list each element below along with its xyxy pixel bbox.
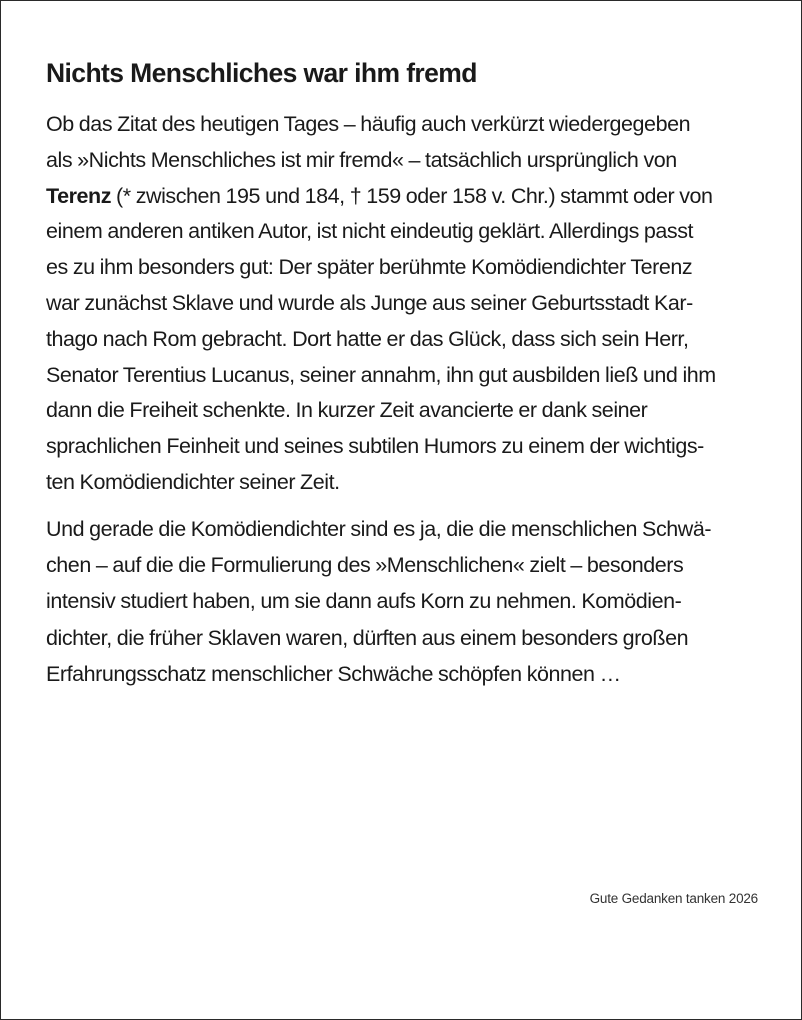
paragraph-1-line: als »Nichts Menschliches ist mir fremd« – tatsächlich ursprünglich von	[46, 147, 677, 172]
paragraph-1-line: sprachlichen Feinheit und seines subtilen Humors zu einem der wichtigs-	[46, 434, 704, 459]
footer-credit: Gute Gedanken tanken 2026	[589, 891, 758, 906]
paragraph-1-line: einem anderen antiken Autor, ist nicht eindeutig geklärt. Allerdings passt	[46, 219, 694, 244]
paragraph-2-line: dichter, die früher Sklaven waren, dürften aus einem besonders großen	[46, 625, 689, 650]
paragraph-1-line: war zunächst Sklave und wurde als Junge aus seiner Geburtsstadt Kar-	[46, 290, 693, 315]
page-title: Nichts Menschliches war ihm fremd	[46, 58, 477, 88]
paragraph-1	[46, 107, 716, 501]
paragraph-1-line	[46, 179, 716, 215]
paragraph-1-line: Ob das Zitat des heutigen Tages – häufig auch verkürzt wiedergegeben	[46, 112, 691, 136]
paragraph-2-line: chen – auf die die Formulierung des »Menschlichen« zielt – besonders	[46, 553, 684, 578]
paragraph-1-line: dann die Freiheit schenkte. In kurzer Zeit avancierte er dank seiner	[46, 398, 648, 423]
author-name: Terenz	[46, 183, 112, 208]
paragraph-1-line: ten Komödiendichter seiner Zeit.	[46, 469, 340, 494]
paragraph-2-line: intensiv studiert haben, um sie dann aufs Korn zu nehmen. Komödien-	[46, 589, 682, 614]
paragraph-1-line: thago nach Rom gebracht. Dort hatte er das Glück, dass sich sein Herr,	[46, 326, 689, 351]
paragraph-2	[46, 511, 711, 692]
paragraph-2-line: Erfahrungsschatz menschlicher Schwäche schöpfen können …	[46, 661, 621, 686]
author-dates: (* zwischen 195 und 184, † 159 oder 158 v. Chr.) stammt oder von	[111, 183, 713, 208]
paragraph-2-line: Und gerade die Komödiendichter sind es ja, die die menschlichen Schwä-	[46, 517, 712, 541]
paragraph-1-line: Senator Terentius Lucanus, seiner annahm, ihn gut ausbilden ließ und ihm	[46, 362, 716, 387]
paragraph-1-line: es zu ihm besonders gut: Der später berühmte Komödiendichter Terenz	[46, 255, 693, 280]
